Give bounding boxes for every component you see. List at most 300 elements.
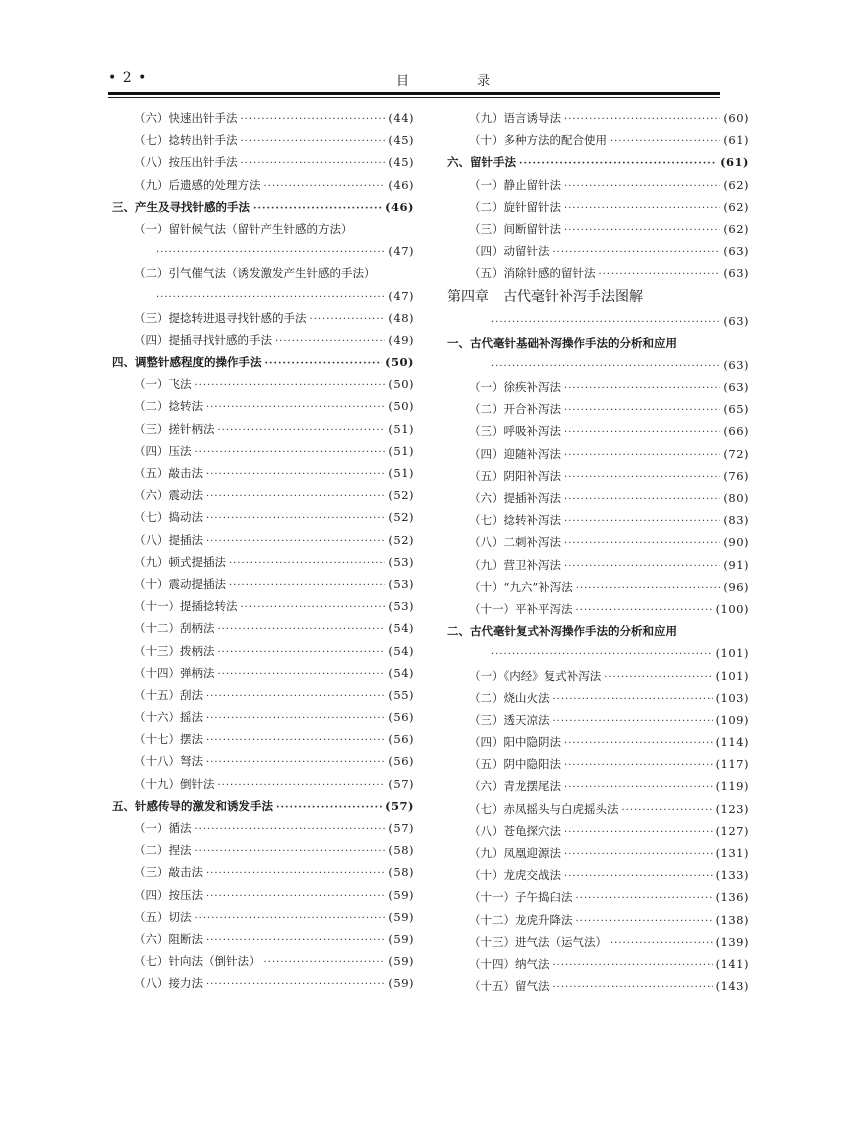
toc-leader-dots	[195, 442, 386, 462]
toc-entry-page: (54)	[388, 621, 414, 636]
toc-entry	[447, 975, 749, 997]
toc-entry	[112, 351, 414, 373]
toc-leader-dots	[218, 664, 386, 684]
toc-entry	[112, 174, 414, 196]
toc-leader-dots	[564, 445, 720, 465]
toc-leader-dots	[206, 508, 385, 528]
toc-entry-page: (59)	[388, 954, 414, 969]
toc-entry	[112, 329, 414, 351]
toc-entry-title: （二）旋针留针法	[469, 199, 561, 214]
toc-entry-page: (61)	[720, 155, 749, 170]
toc-entry-title: （四）提插寻找针感的手法	[134, 332, 272, 347]
toc-entry	[447, 310, 749, 332]
toc-entry-page: (54)	[388, 665, 414, 680]
toc-entry-page: (57)	[388, 776, 414, 791]
toc-entry-page: (76)	[723, 468, 749, 483]
toc-leader-dots	[564, 533, 720, 553]
toc-entry	[112, 218, 414, 240]
toc-leader-dots	[564, 844, 713, 864]
toc-entry	[447, 151, 749, 173]
toc-entry-title: （十一）平补平泻法	[469, 601, 573, 616]
toc-entry-page: (45)	[388, 133, 414, 148]
toc-entry-page: (52)	[388, 510, 414, 525]
toc-leader-dots	[206, 464, 385, 484]
toc-entry-title: （二）捻转法	[134, 399, 203, 414]
toc-entry	[447, 420, 749, 442]
toc-entry	[447, 465, 749, 487]
toc-entry	[447, 531, 749, 553]
toc-entry	[112, 595, 414, 617]
toc-entry-page: (45)	[388, 155, 414, 170]
toc-leader-dots	[195, 375, 386, 395]
toc-entry	[112, 950, 414, 972]
toc-leader-dots	[564, 511, 720, 531]
toc-entry	[112, 773, 414, 795]
toc-leader-dots	[276, 797, 382, 817]
toc-entry-title: （七）捻转出针手法	[134, 133, 238, 148]
toc-entry	[112, 684, 414, 706]
toc-entry-title: （三）间断留针法	[469, 221, 561, 236]
toc-entry	[447, 598, 749, 620]
toc-entry-page: (48)	[388, 310, 414, 325]
page-number: • 2 •	[108, 70, 148, 86]
toc-entry	[447, 443, 749, 465]
toc-entry-page: (59)	[388, 909, 414, 924]
toc-leader-dots	[206, 974, 385, 994]
toc-entry	[112, 617, 414, 639]
toc-entry-title: （九）凤凰迎源法	[469, 846, 561, 860]
toc-entry-title: （一）静止留针法	[469, 177, 561, 192]
toc-entry-page: (50)	[388, 399, 414, 414]
toc-leader-dots	[156, 287, 385, 307]
toc-leader-dots	[491, 312, 720, 332]
toc-leader-dots	[218, 642, 386, 662]
toc-entry	[447, 509, 749, 531]
toc-entry-title: （一）飞法	[134, 377, 192, 392]
toc-entry-page: (117)	[715, 757, 749, 772]
toc-entry-page: (47)	[388, 244, 414, 259]
toc-entry-page: (139)	[715, 934, 749, 949]
toc-entry	[112, 418, 414, 440]
toc-entry	[112, 728, 414, 750]
toc-entry-page: (46)	[385, 199, 414, 214]
toc-entry-page: (66)	[723, 424, 749, 439]
toc-leader-dots	[195, 841, 386, 861]
toc-leader-dots	[604, 667, 712, 687]
toc-entry-title: 六、留针手法	[447, 155, 516, 170]
toc-leader-dots	[564, 822, 713, 842]
toc-entry	[447, 240, 749, 262]
toc-entry-title: （五）阴阳补泻法	[469, 468, 561, 483]
toc-entry-page: (114)	[715, 735, 749, 750]
toc-entry-page: (101)	[715, 646, 749, 661]
toc-entry	[112, 906, 414, 928]
toc-entry-page: (63)	[723, 244, 749, 259]
toc-entry	[447, 909, 749, 931]
toc-entry-title: （七）捣动法	[134, 510, 203, 525]
toc-entry	[112, 529, 414, 551]
toc-entry	[447, 753, 749, 775]
toc-entry-title: （十七）摆法	[134, 732, 203, 747]
toc-leader-dots	[229, 575, 385, 595]
toc-entry	[112, 506, 414, 528]
toc-entry	[447, 798, 749, 820]
toc-entry-title: （六）提插补泻法	[469, 491, 561, 505]
toc-entry-title: （十三）进气法（运气法）	[469, 934, 607, 949]
toc-entry	[112, 196, 414, 218]
toc-entry-title: （八）苍龟探穴法	[469, 823, 561, 838]
toc-entry-title: （八）二刺补泻法	[469, 535, 561, 550]
toc-entry	[447, 554, 749, 576]
toc-entry-title: （十）震动提插法	[134, 576, 226, 591]
toc-leader-dots	[576, 888, 713, 908]
page-header	[0, 0, 866, 100]
toc-entry-page: (131)	[715, 846, 749, 860]
toc-entry-title: （六）震动法	[134, 488, 203, 503]
toc-entry-title: （一）留针候气法（留针产生针感的方法）	[134, 221, 353, 236]
toc-right-column	[447, 107, 749, 997]
toc-entry	[447, 842, 749, 864]
toc-leader-dots	[218, 420, 386, 440]
toc-entry-page: (65)	[723, 402, 749, 417]
toc-entry-title: （八）接力法	[134, 976, 203, 991]
toc-leader-dots	[564, 467, 720, 487]
toc-entry-title: （二）烧山火法	[469, 690, 550, 705]
toc-entry	[447, 709, 749, 731]
header-rule-thick	[108, 92, 720, 95]
toc-entry	[112, 817, 414, 839]
toc-entry	[447, 687, 749, 709]
toc-entry-title: （七）赤凤摇头与白虎摇头法	[469, 801, 619, 816]
toc-entry-title: （五）消除针感的留针法	[469, 266, 596, 281]
toc-entry-page: (100)	[715, 601, 749, 616]
toc-leader-dots	[206, 930, 385, 950]
toc-entry-title: 四、调整针感程度的操作手法	[112, 355, 262, 370]
toc-entry-title: （三）呼吸补泻法	[469, 424, 561, 439]
toc-entry-title: （一）循法	[134, 821, 192, 835]
toc-leader-dots	[491, 356, 720, 376]
toc-entry	[447, 864, 749, 886]
toc-entry-page: (53)	[388, 576, 414, 591]
toc-entry	[447, 174, 749, 196]
toc-entry	[112, 551, 414, 573]
toc-leader-dots	[610, 933, 713, 953]
toc-leader-dots	[564, 378, 720, 398]
toc-entry-title: 五、针感传导的激发和诱发手法	[112, 798, 273, 813]
toc-entry-title: （三）搓针柄法	[134, 421, 215, 436]
toc-entry-page: (72)	[723, 446, 749, 461]
toc-entry	[112, 395, 414, 417]
toc-entry-page: (109)	[715, 712, 749, 727]
toc-leader-dots	[564, 176, 720, 196]
toc-entry-page: (53)	[388, 599, 414, 614]
toc-entry-title: （三）敲击法	[134, 865, 203, 880]
toc-leader-dots	[206, 863, 385, 883]
toc-entry	[112, 861, 414, 883]
toc-entry-title: （二）捏法	[134, 843, 192, 858]
toc-entry	[447, 398, 749, 420]
toc-leader-dots	[241, 131, 386, 151]
toc-leader-dots	[553, 242, 721, 262]
toc-entry-title: （五）阴中隐阳法	[469, 757, 561, 772]
toc-entry-title: （十）龙虎交战法	[469, 868, 561, 883]
toc-entry	[447, 931, 749, 953]
toc-entry	[112, 750, 414, 772]
toc-entry-page: (136)	[715, 890, 749, 905]
toc-entry-page: (51)	[388, 421, 414, 436]
toc-leader-dots	[576, 578, 721, 598]
toc-entry-title: 第四章 古代毫针补泻手法图解	[447, 288, 643, 305]
toc-entry-title: （十六）摇法	[134, 710, 203, 725]
toc-entry	[447, 731, 749, 753]
toc-entry-title: （九）语言诱导法	[469, 111, 561, 125]
toc-entry-page: (62)	[723, 177, 749, 192]
toc-leader-dots	[553, 711, 713, 731]
toc-entry	[447, 376, 749, 398]
toc-entry	[112, 462, 414, 484]
toc-leader-dots	[206, 397, 385, 417]
toc-entry-page: (58)	[388, 843, 414, 858]
toc-leader-dots	[564, 489, 720, 509]
toc-entry-page: (58)	[388, 865, 414, 880]
toc-entry-title: （七）捻转补泻法	[469, 513, 561, 528]
toc-leader-dots	[195, 819, 386, 839]
toc-entry-title: （四）压法	[134, 443, 192, 458]
toc-entry-page: (57)	[388, 821, 414, 835]
toc-entry-title: （二）引气催气法（诱发激发产生针感的手法）	[134, 266, 376, 281]
toc-entry	[447, 820, 749, 842]
toc-entry-title: 二、古代毫针复式补泻操作手法的分析和应用	[447, 624, 677, 639]
toc-leader-dots	[229, 553, 385, 573]
toc-leader-dots	[275, 331, 385, 351]
toc-entry-page: (49)	[388, 332, 414, 347]
toc-entry-page: (56)	[388, 754, 414, 769]
toc-entry-page: (59)	[388, 931, 414, 946]
toc-entry-title: （十）“九六”补泻法	[469, 579, 573, 594]
toc-entry	[447, 129, 749, 151]
toc-entry-page: (143)	[715, 979, 749, 994]
toc-entry	[447, 354, 749, 376]
toc-entry	[447, 196, 749, 218]
toc-entry-page: (83)	[723, 513, 749, 528]
toc-entry-page: (80)	[723, 491, 749, 505]
toc-entry	[447, 886, 749, 908]
toc-entry-page: (53)	[388, 554, 414, 569]
toc-entry-title: （八）提插法	[134, 532, 203, 547]
toc-entry	[112, 285, 414, 307]
toc-entry-page: (90)	[723, 535, 749, 550]
toc-entry-title: （六）青龙摆尾法	[469, 779, 561, 794]
toc-entry-page: (91)	[723, 557, 749, 572]
toc-leader-dots	[156, 242, 385, 262]
toc-leader-dots	[195, 908, 386, 928]
toc-entry-page: (52)	[388, 488, 414, 503]
toc-entry-title: （九）后遗感的处理方法	[134, 177, 261, 192]
toc-entry-page: (50)	[385, 355, 414, 370]
toc-entry-title: （四）按压法	[134, 887, 203, 902]
toc-entry-page: (103)	[715, 690, 749, 705]
toc-leader-dots	[564, 733, 713, 753]
toc-entry-title: （十九）倒针法	[134, 776, 215, 791]
toc-entry-page: (59)	[388, 976, 414, 991]
toc-entry-title: （十五）留气法	[469, 979, 550, 994]
toc-entry	[447, 642, 749, 664]
toc-entry	[112, 972, 414, 994]
toc-entry-page: (123)	[715, 801, 749, 816]
toc-entry-title: （四）动留针法	[469, 244, 550, 259]
toc-entry	[112, 262, 414, 284]
toc-entry	[112, 706, 414, 728]
toc-entry-page: (63)	[723, 313, 749, 328]
toc-leader-dots	[564, 220, 720, 240]
toc-leader-dots	[610, 131, 720, 151]
toc-entry-page: (47)	[388, 288, 414, 303]
toc-entry-page: (56)	[388, 732, 414, 747]
toc-leader-dots	[206, 531, 385, 551]
toc-entry-page: (51)	[388, 466, 414, 480]
toc-leader-dots	[564, 777, 713, 797]
toc-entry-page: (60)	[723, 111, 749, 125]
toc-entry-title: （十三）拨柄法	[134, 643, 215, 658]
toc-leader-dots	[241, 597, 386, 617]
toc-leader-dots	[553, 689, 713, 709]
toc-entry	[112, 839, 414, 861]
toc-entry	[112, 240, 414, 262]
toc-leader-dots	[519, 153, 717, 173]
toc-leader-dots	[576, 600, 713, 620]
toc-entry-title: （二）开合补泻法	[469, 402, 561, 417]
toc-entry	[112, 440, 414, 462]
toc-leader-dots	[564, 866, 713, 886]
toc-entry-page: (119)	[715, 779, 749, 794]
toc-leader-dots	[206, 686, 385, 706]
toc-leader-dots	[206, 730, 385, 750]
toc-entry-page: (62)	[723, 221, 749, 236]
toc-entry-page: (127)	[715, 823, 749, 838]
toc-entry-page: (51)	[388, 443, 414, 458]
toc-entry-title: （一）《内经》复式补泻法	[469, 668, 602, 683]
toc-left-column	[112, 107, 414, 995]
toc-entry	[112, 307, 414, 329]
toc-entry-title: （六）快速出针手法	[134, 111, 238, 125]
toc-entry	[112, 640, 414, 662]
toc-entry-title: （七）针向法（倒针法）	[134, 954, 261, 969]
toc-entry-page: (61)	[723, 133, 749, 148]
toc-entry	[447, 218, 749, 240]
toc-entry-page: (141)	[715, 956, 749, 971]
toc-entry	[447, 487, 749, 509]
toc-entry	[112, 373, 414, 395]
toc-leader-dots	[599, 264, 721, 284]
toc-leader-dots	[265, 353, 383, 373]
toc-leader-dots	[241, 153, 386, 173]
toc-entry	[447, 262, 749, 284]
toc-entry-title: （十五）刮法	[134, 687, 203, 702]
toc-entry-page: (96)	[723, 579, 749, 594]
toc-leader-dots	[253, 198, 382, 218]
toc-entry	[447, 953, 749, 975]
toc-leader-dots	[241, 109, 386, 129]
toc-entry	[112, 573, 414, 595]
toc-entry-page: (50)	[388, 377, 414, 392]
toc-leader-dots	[564, 109, 720, 129]
toc-entry-title: （一）徐疾补泻法	[469, 380, 561, 395]
toc-entry-page: (56)	[388, 710, 414, 725]
toc-entry	[447, 665, 749, 687]
toc-entry-title: 三、产生及寻找针感的手法	[112, 199, 250, 214]
toc-leader-dots	[564, 198, 720, 218]
toc-entry-page: (57)	[385, 798, 414, 813]
toc-leader-dots	[264, 952, 386, 972]
toc-entry-page: (133)	[715, 868, 749, 883]
toc-entry-title: （八）按压出针手法	[134, 155, 238, 170]
toc-entry-title: （十一）提插捻转法	[134, 599, 238, 614]
toc-entry-title: （十）多种方法的配合使用	[469, 133, 607, 148]
running-title: 目 录	[396, 74, 523, 89]
toc-leader-dots	[206, 752, 385, 772]
toc-entry	[112, 928, 414, 950]
toc-entry	[112, 795, 414, 817]
toc-entry-title: （十一）子午捣臼法	[469, 890, 573, 905]
toc-entry-title: （十二）刮柄法	[134, 621, 215, 636]
toc-entry-title: 一、古代毫针基础补泻操作手法的分析和应用	[447, 335, 677, 350]
toc-entry	[447, 620, 749, 642]
toc-entry	[112, 662, 414, 684]
toc-entry-title: （五）敲击法	[134, 466, 203, 480]
toc-entry-title: （三）提捻转进退寻找针感的手法	[134, 310, 307, 325]
toc-entry-page: (62)	[723, 199, 749, 214]
toc-entry	[112, 884, 414, 906]
toc-leader-dots	[564, 400, 720, 420]
toc-entry-title: （六）阻断法	[134, 931, 203, 946]
toc-leader-dots	[553, 955, 713, 975]
toc-entry-title: （十二）龙虎升降法	[469, 912, 573, 927]
toc-leader-dots	[564, 422, 720, 442]
toc-entry-title: （三）透天凉法	[469, 712, 550, 727]
toc-leader-dots	[206, 486, 385, 506]
toc-entry	[447, 576, 749, 598]
toc-leader-dots	[622, 800, 713, 820]
toc-leader-dots	[206, 886, 385, 906]
toc-leader-dots	[564, 556, 720, 576]
toc-entry	[112, 151, 414, 173]
toc-entry-page: (52)	[388, 532, 414, 547]
toc-entry-page: (101)	[715, 668, 749, 683]
toc-leader-dots	[206, 708, 385, 728]
toc-leader-dots	[491, 644, 713, 664]
toc-entry-page: (54)	[388, 643, 414, 658]
toc-entry-page: (63)	[723, 266, 749, 281]
toc-entry-title: （四）阳中隐阴法	[469, 735, 561, 750]
toc-entry-page: (46)	[388, 177, 414, 192]
toc-leader-dots	[218, 775, 386, 795]
toc-entry	[112, 484, 414, 506]
toc-leader-dots	[564, 755, 713, 775]
toc-entry	[447, 107, 749, 129]
toc-entry-title: （五）切法	[134, 909, 192, 924]
toc-leader-dots	[218, 619, 386, 639]
toc-entry-title: （十八）弩法	[134, 754, 203, 769]
toc-leader-dots	[264, 176, 386, 196]
toc-entry-page: (63)	[723, 357, 749, 372]
header-rule-thin	[108, 97, 720, 98]
toc-entry-page: (138)	[715, 912, 749, 927]
toc-leader-dots	[310, 309, 386, 329]
toc-entry	[447, 332, 749, 354]
toc-entry	[112, 107, 414, 129]
toc-entry-page: (59)	[388, 887, 414, 902]
toc-entry	[112, 129, 414, 151]
